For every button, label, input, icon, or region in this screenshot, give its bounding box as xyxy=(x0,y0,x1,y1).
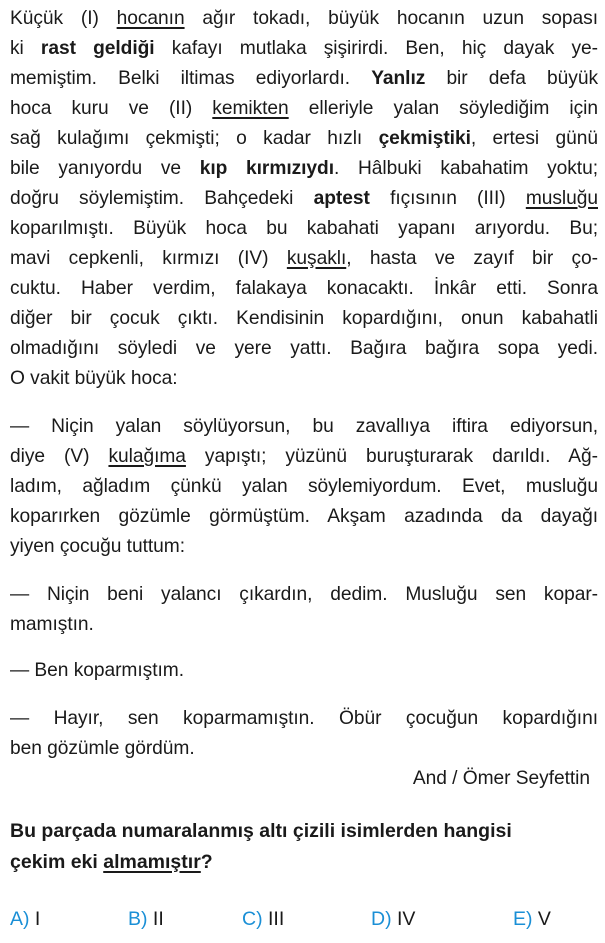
passage-line xyxy=(10,610,598,640)
bold-word: rast geldiği xyxy=(40,38,155,59)
option-b[interactable] xyxy=(128,903,164,935)
text-span: diğer bir çocuk çıktı. Kendisinin kopardığını, onun kabahatli xyxy=(10,308,598,329)
question xyxy=(10,816,598,878)
option-a-key: A) xyxy=(10,908,30,930)
passage-line xyxy=(10,184,598,214)
option-b-key: B) xyxy=(128,908,148,930)
bold-word: kıp kırmızıydı xyxy=(199,158,335,179)
text-span: elleriyle yalan söylediğim için xyxy=(288,98,598,119)
text-span: ben gözümle gördüm. xyxy=(10,738,195,759)
option-e-text: V xyxy=(537,908,551,930)
text-span: — Ben koparmıştım. xyxy=(10,660,184,681)
text-span: — Niçin yalan söylüyorsun, bu zavallıya iftira ediyorsun, xyxy=(10,416,598,437)
text-span: koparılmıştı. Büyük hoca bu kabahati yapanı arıyordu. Bu; xyxy=(10,218,598,239)
passage-line xyxy=(10,154,598,184)
passage-line xyxy=(10,734,598,764)
passage-line xyxy=(10,124,598,154)
passage-line xyxy=(10,704,598,734)
option-e[interactable] xyxy=(513,903,551,935)
bold-word: çekmiştiki xyxy=(378,128,471,149)
text-span: yiyen çocuğu tuttum: xyxy=(10,536,185,557)
question-pre: çekim eki xyxy=(10,851,104,873)
passage-line xyxy=(10,244,598,274)
question-keyword: almamıştır xyxy=(103,851,201,873)
text-span: doğru söylemiştim. Bahçedeki xyxy=(10,188,314,209)
question-mark: ? xyxy=(200,851,213,873)
underlined-word: musluğu xyxy=(525,188,598,209)
text-span: — Hayır, sen koparmamıştın. Öbür çocuğun kopardığını xyxy=(10,708,598,729)
text-span: hoca kuru ve (II) xyxy=(10,98,213,119)
text-span: olmadığını söyledi ve yere yattı. Bağıra bağıra sopa yedi. xyxy=(10,338,598,359)
option-a[interactable] xyxy=(10,903,40,935)
passage-line xyxy=(10,4,598,34)
bold-word: Yanlız xyxy=(371,68,426,89)
underlined-word: kemikten xyxy=(212,98,289,119)
text-span: mamıştın. xyxy=(10,614,94,635)
passage-line xyxy=(10,334,598,364)
option-a-text: I xyxy=(34,908,41,930)
option-d-key: D) xyxy=(371,908,392,930)
option-b-text: II xyxy=(152,908,164,930)
passage-line xyxy=(10,34,598,64)
underlined-word: hocanın xyxy=(116,8,185,29)
text-span: . Hâlbuki kabahatim yoktu; xyxy=(334,158,598,179)
text-span: ki xyxy=(10,38,41,59)
option-d-text: IV xyxy=(397,908,416,930)
text-span: — Niçin beni yalancı çıkardın, dedim. Musluğu sen kopar- xyxy=(10,584,598,605)
attribution xyxy=(10,764,590,794)
text-span: O vakit büyük hoca: xyxy=(10,368,178,389)
passage-line xyxy=(10,364,598,394)
text-span: yapıştı; yüzünü buruşturarak darıldı. Ağ- xyxy=(185,446,599,467)
passage-line xyxy=(10,214,598,244)
text-span: , ertesi günü xyxy=(470,128,598,149)
text-span: , hasta ve zayıf bir ço- xyxy=(346,248,598,269)
text-span: ladım, ağladım çünkü yalan söylemiyordum. Evet, musluğu xyxy=(10,476,598,497)
option-c-text: III xyxy=(268,908,285,930)
text-span: diye (V) xyxy=(10,446,109,467)
text-span: Küçük (I) xyxy=(10,8,117,29)
passage-line xyxy=(10,274,598,304)
text-span: cuktu. Haber verdim, falakaya konacaktı. İnkâr etti. Sonra xyxy=(10,278,598,299)
question-line-1: Bu parçada numaralanmış altı çizili isimlerden hangisi xyxy=(10,820,512,842)
passage-line xyxy=(10,94,598,124)
option-c-key: C) xyxy=(242,908,263,930)
text-span: memiştim. Belki iltimas ediyorlardı. xyxy=(10,68,372,89)
option-e-key: E) xyxy=(513,908,533,930)
passage-line xyxy=(10,472,598,502)
passage-line xyxy=(10,656,598,686)
text-span: bir defa büyük xyxy=(425,68,598,89)
option-d[interactable] xyxy=(371,903,415,935)
passage-line xyxy=(10,502,598,532)
text-span: ağır tokadı, büyük hocanın uzun sopası xyxy=(184,8,598,29)
text-span: mavi cepkenli, kırmızı (IV) xyxy=(10,248,287,269)
bold-word: aptest xyxy=(313,188,370,209)
passage-line xyxy=(10,580,598,610)
option-c[interactable] xyxy=(242,903,284,935)
passage-line xyxy=(10,442,598,472)
attribution-text: And / Ömer Seyfettin xyxy=(412,768,590,789)
underlined-word: kulağıma xyxy=(108,446,186,467)
underlined-word: kuşaklı xyxy=(286,248,347,269)
passage-line xyxy=(10,64,598,94)
text-span: koparırken gözümle görmüştüm. Akşam azadında da dayağı xyxy=(10,506,598,527)
text-span: sağ kulağımı çekmişti; o kadar hızlı xyxy=(10,128,379,149)
question-line-2 xyxy=(10,847,598,878)
passage-line xyxy=(10,412,598,442)
passage-line xyxy=(10,532,598,562)
text-span: fıçısının (III) xyxy=(369,188,526,209)
text-span: kafayı mutlaka şişirirdi. Ben, hiç dayak ye- xyxy=(154,38,598,59)
answer-options xyxy=(10,903,598,935)
passage-line xyxy=(10,304,598,334)
text-span: bile yanıyordu ve xyxy=(10,158,200,179)
